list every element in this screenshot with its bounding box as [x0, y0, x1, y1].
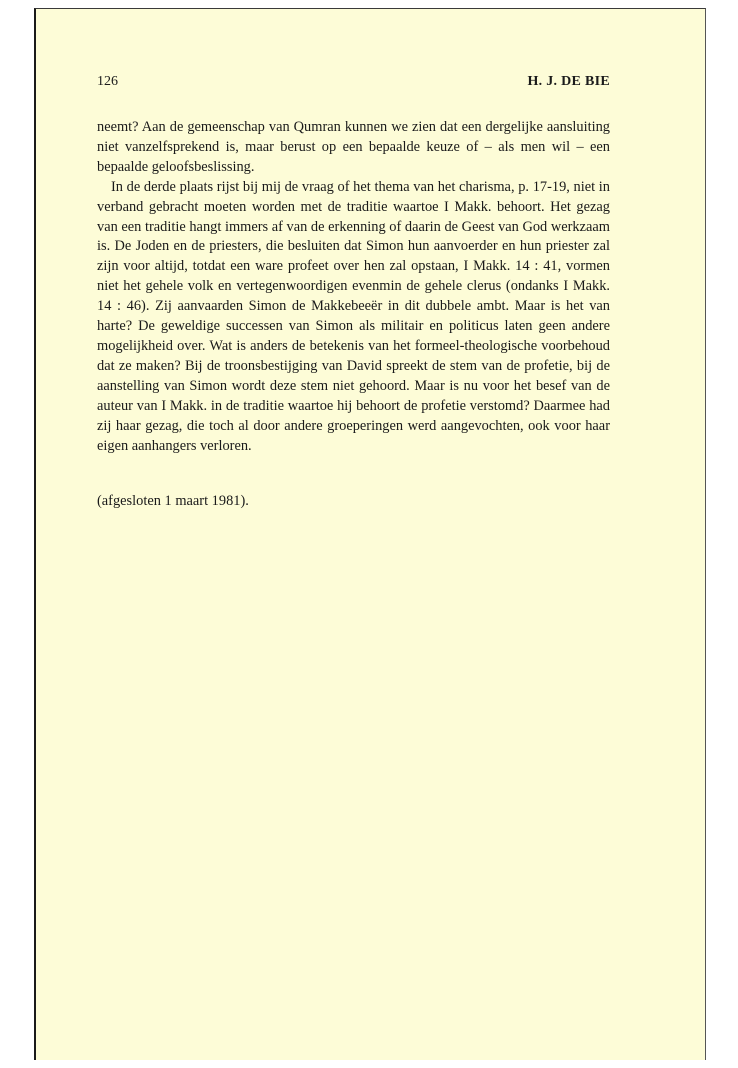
running-head: H. J. DE BIE	[527, 74, 610, 89]
paragraph: In de derde plaats rijst bij mij de vraag of het thema van het charisma, p. 17-19, niet in verband gebracht moeten worden met de traditie waartoe I Makk. behoort. Het gezag van een traditie hangt immers af van de erkenning of daarin de Geest van God werkzaam is. De Joden en de priesters, die besluiten dat Simon hun aanvoerder en hun priester zal zijn voor altijd, totdat een ware profeet over hen zal opstaan, I Makk. 14 : 41, vormen niet het gehele volk en vertegenwoordigen evenmin de gehele clerus (ondanks I Makk. 14 : 46). Zij aanvaarden Simon de Makkebeeër in dit dubbele ambt. Maar is het van harte? De geweldige successen van Simon als militair en politicus laten geen andere mogelijkheid over. Wat is anders de betekenis van het formeel-theologische voorbehoud dat ze maken? Bij de troonsbestijging van David spreekt de stem van de profetie, bij de aanstelling van Simon wordt deze stem niet gehoord. Maar is nu voor het besef van de auteur van I Makk. in de traditie waartoe hij behoort de profetie verstomd? Daarmee had zij haar gezag, die toch al door andere groeperingen werd aangevochten, ook voor haar eigen aanhangers verloren.	[97, 178, 610, 454]
body-text	[97, 118, 610, 456]
page-number: 126	[97, 74, 118, 89]
page-header	[97, 74, 610, 94]
paragraph: neemt? Aan de gemeenschap van Qumran kunnen we zien dat een dergelijke aansluiting niet vanzelfsprekend is, maar berust op een bepaalde keuze of – als men wil – een bepaalde geloofsbeslissing.	[97, 119, 610, 175]
closing-date-note: (afgesloten 1 maart 1981).	[97, 493, 249, 509]
